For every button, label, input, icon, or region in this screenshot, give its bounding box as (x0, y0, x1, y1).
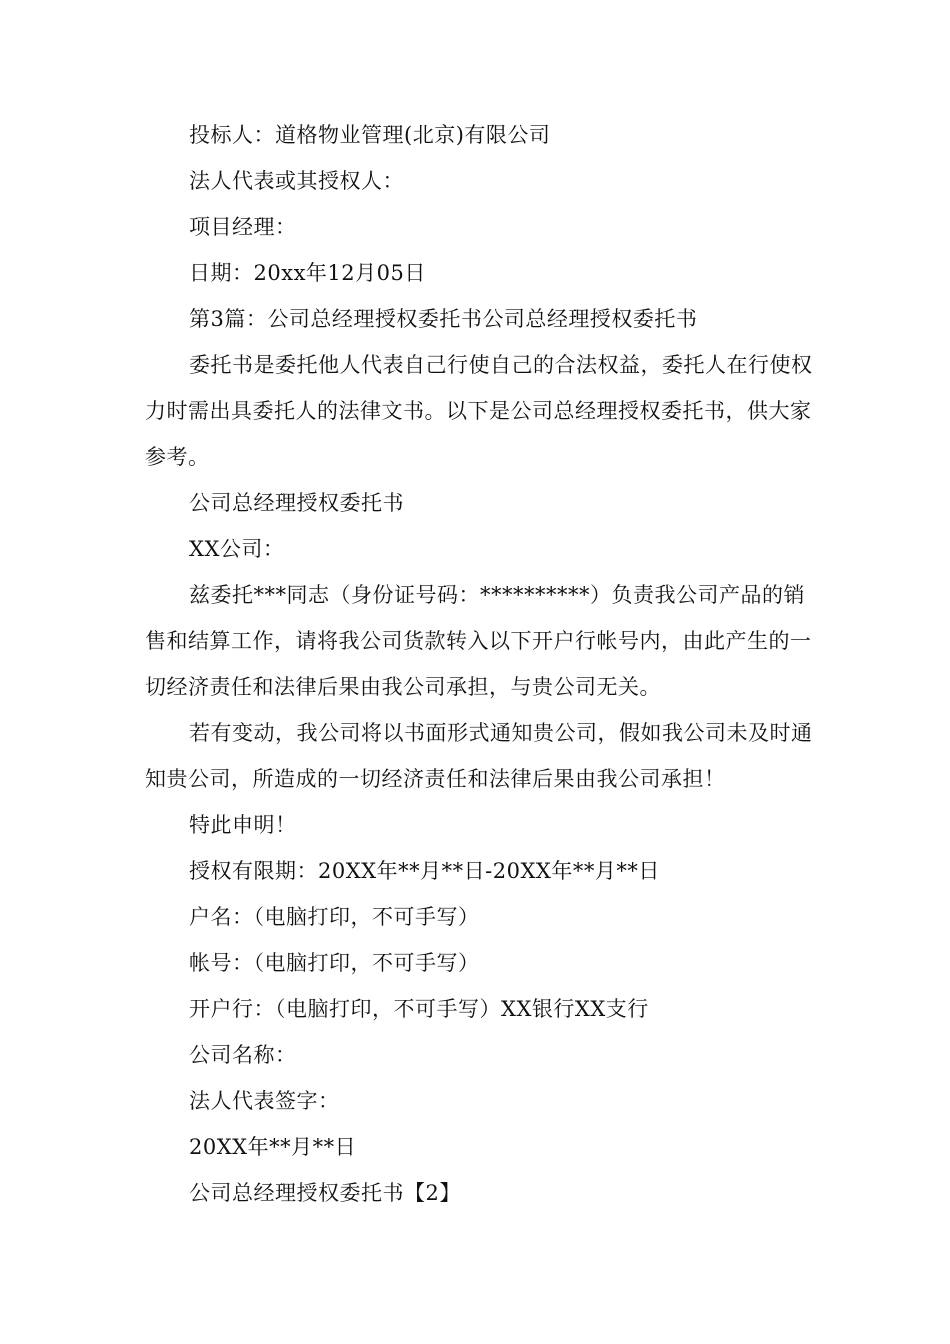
change-notice-paragraph: 若有变动，我公司将以书面形式通知贵公司，假如我公司未及时通知贵公司，所造成的一切经济责任和法律后果由我公司承担！ (145, 721, 813, 791)
date-line: 日期：20xx年12月05日 (189, 261, 426, 285)
next-letter-title: 公司总经理授权委托书【2】 (189, 1181, 461, 1205)
company-name-line: 公司名称： (189, 1043, 297, 1067)
bidder-line: 投标人：道格物业管理(北京)有限公司 (189, 123, 551, 147)
validity-period-line: 授权有限期：20XX年**月**日-20XX年**月**日 (189, 859, 660, 883)
signature-date-line: 20XX年**月**日 (189, 1135, 357, 1159)
declaration-line: 特此申明！ (189, 813, 297, 837)
signature-line: 法人代表签字： (189, 1089, 340, 1113)
intro-paragraph: 委托书是委托他人代表自己行使自己的合法权益，委托人在行使权力时需出具委托人的法律文书。以下是公司总经理授权委托书，供大家参考。 (145, 353, 813, 469)
bank-line: 开户行：（电脑打印，不可手写）XX银行XX支行 (189, 997, 649, 1021)
account-number-line: 帐号：（电脑打印，不可手写） (189, 951, 480, 975)
section-heading: 第3篇：公司总经理授权委托书公司总经理授权委托书 (189, 307, 698, 331)
document-body (145, 112, 815, 1216)
letter-title: 公司总经理授权委托书 (189, 491, 404, 515)
project-manager-line: 项目经理： (189, 215, 297, 239)
account-name-line: 户名：（电脑打印，不可手写） (189, 905, 480, 929)
addressee-line: XX公司： (189, 537, 285, 561)
authorization-paragraph: 兹委托***同志（身份证号码：**********）负责我公司产品的销售和结算工作，请将我公司货款转入以下开户行帐号内，由此产生的一切经济责任和法律后果由我公司承担，与贵公司无关。 (145, 583, 812, 699)
legal-representative-line: 法人代表或其授权人： (189, 169, 404, 193)
